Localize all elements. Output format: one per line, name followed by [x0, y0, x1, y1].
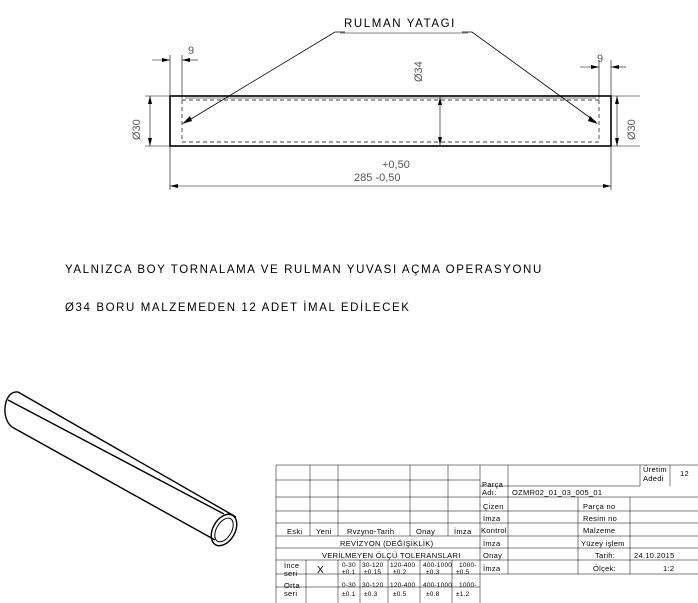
dim-right-offset: 9: [597, 53, 604, 65]
scale-label: Ölçek:: [593, 564, 617, 573]
medium-tolerance-value: ±0.1: [342, 591, 356, 598]
tolerance-range: 30-120: [362, 582, 384, 589]
tolerance-range: 1000-: [459, 582, 477, 589]
production-qty-label: Üretim Adedi: [643, 465, 667, 483]
sign-label-2: İmza: [483, 539, 501, 548]
callout-label: RULMAN YATAGI: [344, 18, 456, 30]
tolerance-range: 120-400: [390, 562, 416, 569]
check-label: Kontrol: [481, 526, 507, 535]
part-no-label: Parça no: [583, 502, 616, 511]
medium-tolerance-value: ±0.3: [364, 591, 378, 598]
material-label: Malzeme: [583, 526, 616, 535]
tolerance-range: 120-400: [390, 582, 416, 589]
fine-tolerance-value: ±0.3: [426, 569, 440, 576]
fine-series-label: İnce seri: [284, 561, 300, 578]
dim-tolerance-upper: +0,50: [382, 159, 410, 171]
tolerance-range: 1000-: [459, 562, 477, 569]
revision-title: REVİZYON (DEĞİŞİKLİK): [340, 539, 434, 548]
fine-tolerance-value: ±0.5: [456, 569, 470, 576]
surface-label: Yüzey işlem: [581, 539, 625, 548]
fine-tolerance-value: ±0.1: [342, 569, 356, 576]
tolerance-range: 0-30: [342, 582, 356, 589]
dim-left-offset: 9: [188, 45, 195, 57]
part-name-label: Parça Adı:: [482, 480, 504, 497]
note-material: Ø34 BORU MALZEMEDEN 12 ADET İMAL EDİLECEK: [65, 302, 411, 314]
drawing-no-label: Resim no: [583, 514, 618, 523]
medium-series-label: Orta seri: [284, 581, 300, 598]
medium-tolerance-value: ±1.2: [456, 591, 470, 598]
medium-tolerance-value: ±0.5: [393, 591, 407, 598]
rev-header-approve: Onay: [416, 527, 436, 536]
rev-header-sign: İmza: [454, 527, 472, 536]
callout-leader-left: [186, 32, 345, 122]
tolerance-range: 0-30: [342, 562, 356, 569]
medium-tolerance-value: ±0.8: [426, 591, 440, 598]
approve-label: Onay: [483, 551, 503, 560]
date-label: Tarih:: [595, 551, 616, 560]
rev-header-no-date: Rvzyno-Tarih: [347, 527, 395, 536]
date-value: 24.10.2015: [634, 551, 675, 560]
dim-length: 285 -0,50: [354, 172, 401, 184]
fine-tolerance-value: ±0.15: [364, 569, 382, 576]
isometric-tube-view: [5, 392, 242, 550]
fine-tolerance-value: ±0.2: [393, 569, 407, 576]
tolerance-range: 30-120: [362, 562, 384, 569]
part-name-value: OZMR02_01_03_005_01: [512, 488, 603, 497]
rev-header-new: Yeni: [316, 527, 332, 536]
rev-header-old: Eski: [287, 527, 303, 536]
tolerance-range: 400-1000: [423, 562, 453, 569]
tube-section-outline: [170, 96, 611, 146]
note-operation: YALNIZCA BOY TORNALAMA VE RULMAN YUVASI AÇMA OPERASYONU: [65, 264, 543, 276]
dim-center-diameter: Ø34: [413, 61, 425, 82]
production-qty-value: 12: [680, 469, 689, 478]
dim-right-diameter: Ø30: [626, 119, 638, 140]
sign-label-1: İmza: [483, 514, 501, 523]
tolerance-title: VERİLMEYEN ÖLÇÜ TOLERANSLARI: [322, 551, 461, 560]
fine-series-x-mark: X: [317, 565, 324, 576]
dim-left-diameter: Ø30: [131, 119, 143, 140]
tolerance-range: 400-1000: [423, 582, 453, 589]
drawn-by-label: Çizen: [483, 502, 504, 511]
callout-leader-right: [462, 32, 596, 122]
sign-label-3: İmza: [483, 564, 501, 573]
scale-value: 1:2: [663, 564, 675, 573]
